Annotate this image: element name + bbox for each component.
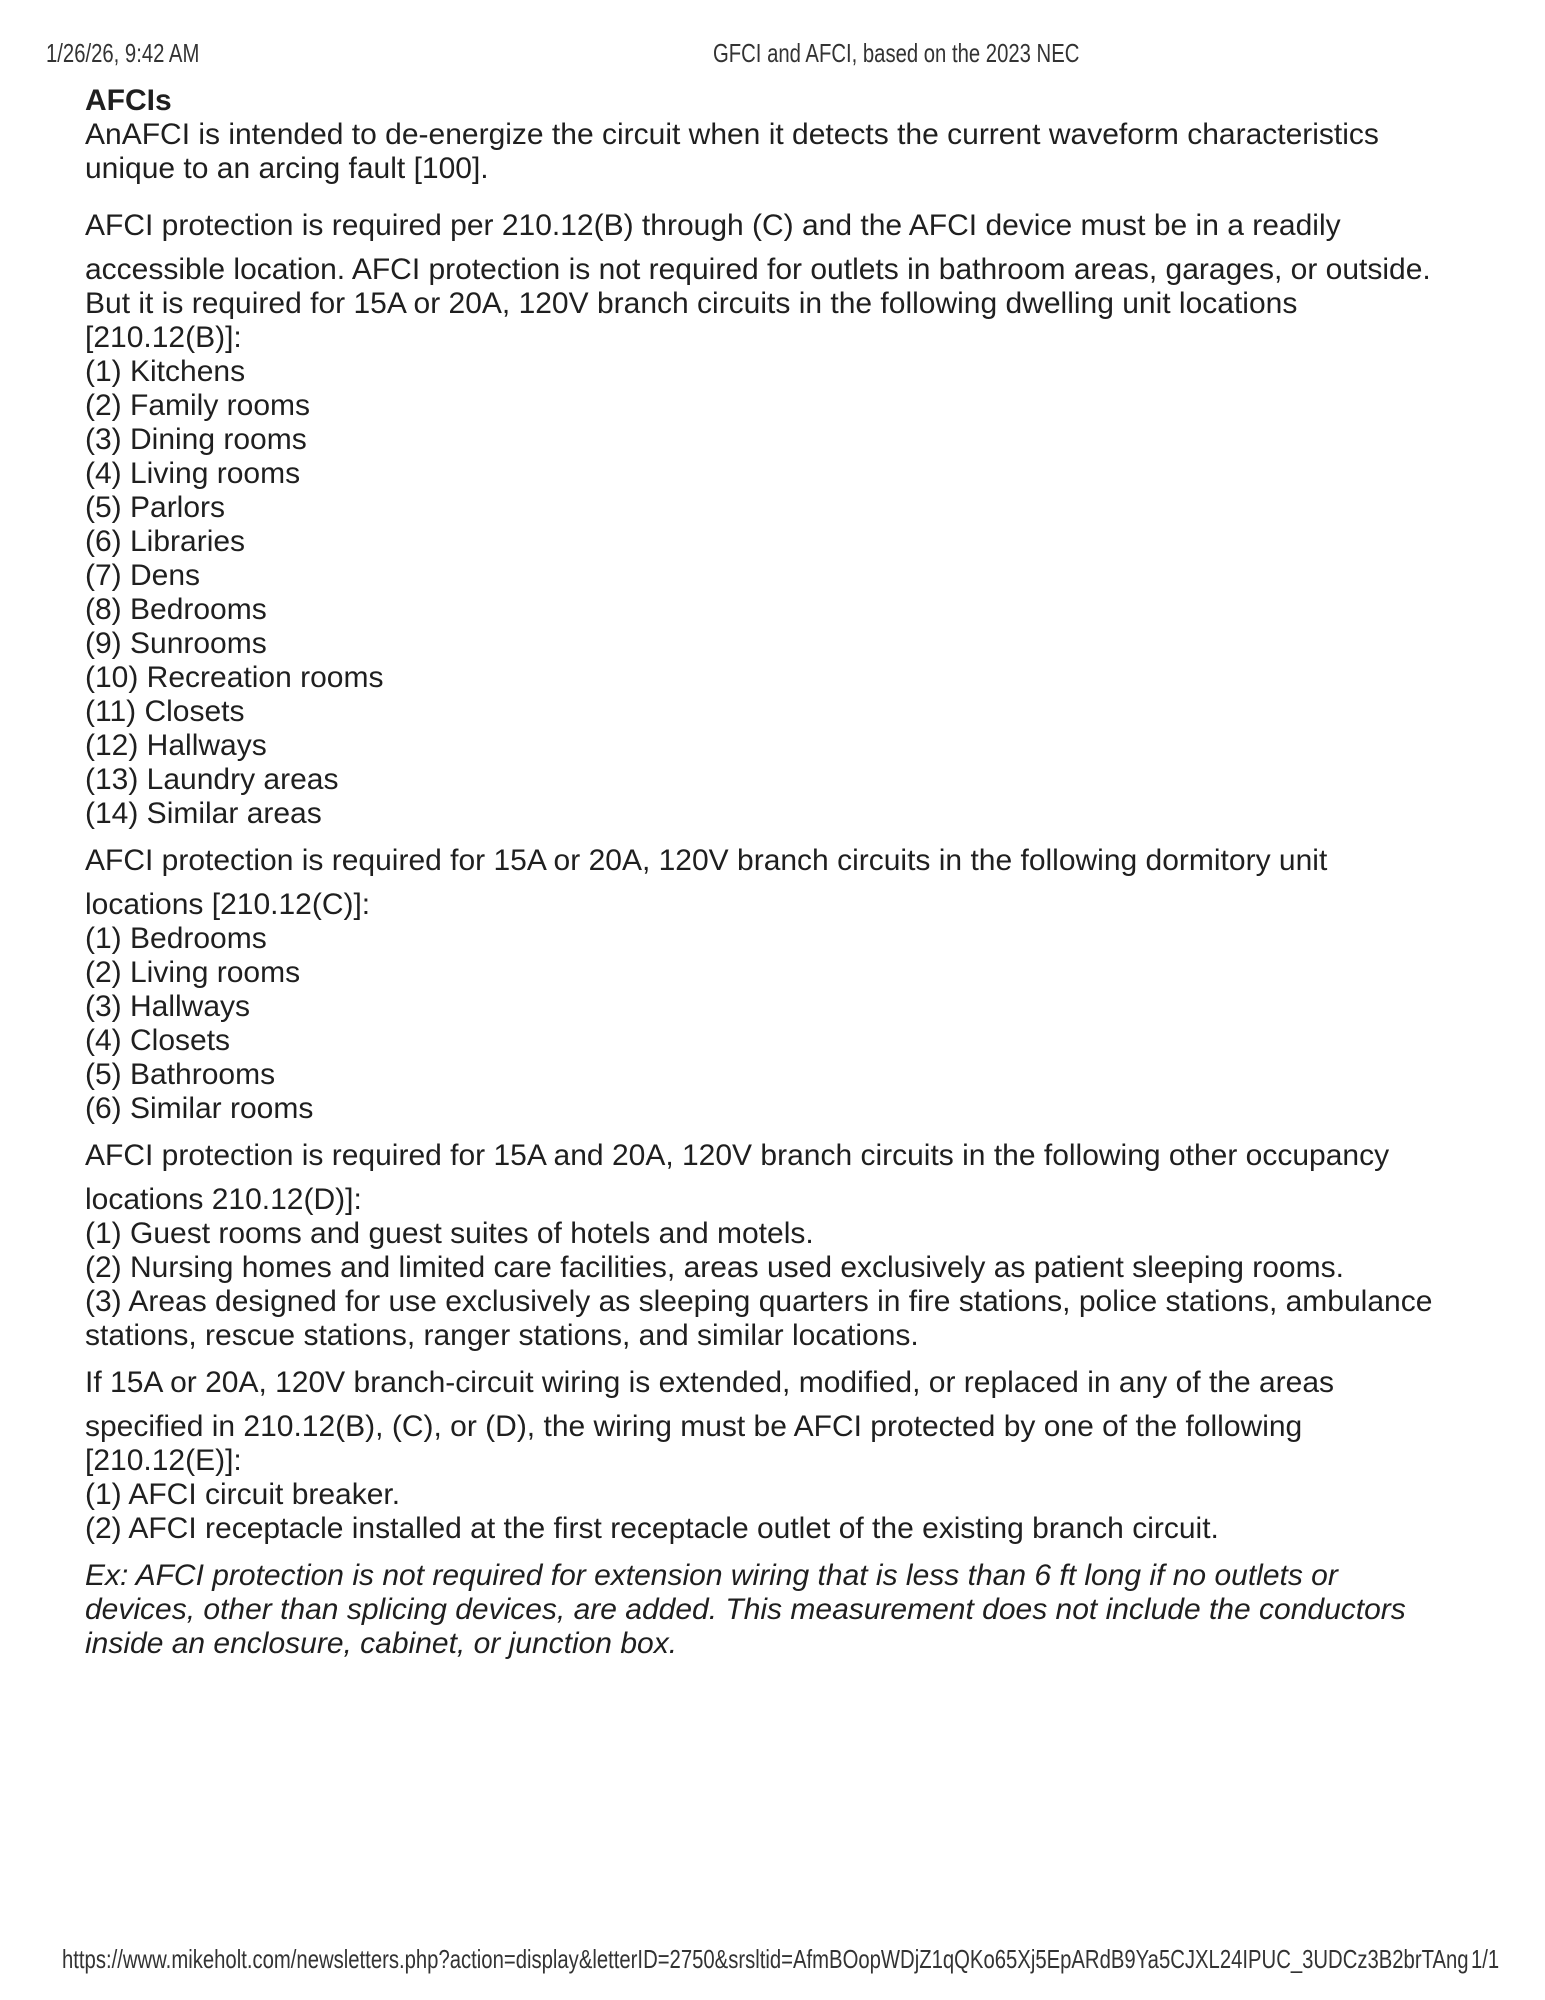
text-line: (11) Closets <box>85 695 245 728</box>
text-line: (1) Kitchens <box>85 355 246 388</box>
text-line: (10) Recreation rooms <box>85 661 384 694</box>
text-line: (2) Nursing homes and limited care facilities, areas used exclusively as patient sleeping rooms. <box>85 1251 1344 1284</box>
text-line: (1) Bedrooms <box>85 922 267 955</box>
article-body <box>85 84 1432 1661</box>
text-line: stations, rescue stations, ranger stations, and similar locations. <box>85 1319 919 1352</box>
text-line: (8) Bedrooms <box>85 593 267 626</box>
text-line: (1) Guest rooms and guest suites of hotels and motels. <box>85 1217 814 1250</box>
text-line: specified in 210.12(B), (C), or (D), the wiring must be AFCI protected by one of the following <box>85 1410 1303 1443</box>
text-line: [210.12(E)]: <box>85 1444 242 1477</box>
text-line: (7) Dens <box>85 559 201 592</box>
text-line: AnAFCI is intended to de-energize the circuit when it detects the current waveform characteristics <box>85 118 1379 151</box>
print-header-document-title: GFCI and AFCI, based on the 2023 NEC <box>713 38 1080 68</box>
paragraph <box>85 1139 1432 1353</box>
text-line: AFCI protection is required per 210.12(B) through (C) and the AFCI device must be in a readily <box>85 209 1341 242</box>
text-line: If 15A or 20A, 120V branch-circuit wiring is extended, modified, or replaced in any of the areas <box>85 1366 1335 1399</box>
text-line: (3) Hallways <box>85 990 251 1023</box>
print-footer-source-url: https://www.mikeholt.com/newsletters.php?action=display&letterID=2750&srsltid=AfmBOopWDjZ1qQKo65Xj5EpARdB9Ya5CJXL24IPUC_3UDCz3B2brTAng <box>62 1944 1469 1974</box>
text-line: (2) AFCI receptacle installed at the first receptacle outlet of the existing branch circuit. <box>85 1512 1219 1545</box>
article-heading: AFCIs <box>85 84 172 117</box>
text-line: (1) AFCI circuit breaker. <box>85 1478 401 1511</box>
text-line: AFCI protection is required for 15A or 20A, 120V branch circuits in the following dormitory unit <box>85 844 1328 877</box>
text-line: [210.12(B)]: <box>85 321 242 354</box>
text-line: (5) Parlors <box>85 491 226 524</box>
text-line: locations [210.12(C)]: <box>85 888 371 921</box>
article-paragraphs <box>85 118 1432 1661</box>
text-line: unique to an arcing fault [100]. <box>85 152 489 185</box>
paragraph <box>85 1366 1432 1546</box>
paragraph <box>85 844 1432 1126</box>
text-line: (5) Bathrooms <box>85 1058 276 1091</box>
text-line: But it is required for 15A or 20A, 120V branch circuits in the following dwelling unit locations <box>85 287 1298 320</box>
text-line: AFCI protection is required for 15A and 20A, 120V branch circuits in the following other occupancy <box>85 1139 1390 1172</box>
text-line: accessible location. AFCI protection is not required for outlets in bathroom areas, garages, or outside. <box>85 253 1431 286</box>
text-line: (3) Areas designed for use exclusively as sleeping quarters in fire stations, police stations, ambulance <box>85 1285 1433 1318</box>
text-line: (12) Hallways <box>85 729 267 762</box>
text-line: (6) Libraries <box>85 525 246 558</box>
text-line: (9) Sunrooms <box>85 627 267 660</box>
text-line: (13) Laundry areas <box>85 763 339 796</box>
text-line: Ex: AFCI protection is not required for extension wiring that is less than 6 ft long if no outlets or <box>85 1559 1338 1592</box>
text-line: inside an enclosure, cabinet, or junction box. <box>85 1627 678 1660</box>
text-line: (4) Closets <box>85 1024 231 1057</box>
text-line: (2) Living rooms <box>85 956 301 989</box>
paragraph <box>85 118 1432 186</box>
paragraph <box>85 209 1432 831</box>
text-line: devices, other than splicing devices, are added. This measurement does not include the conductors <box>85 1593 1406 1626</box>
text-line: (4) Living rooms <box>85 457 301 490</box>
text-line: (2) Family rooms <box>85 389 311 422</box>
text-line: (14) Similar areas <box>85 797 322 830</box>
text-line: (3) Dining rooms <box>85 423 307 456</box>
print-header-datetime: 1/26/26, 9:42 AM <box>46 38 200 68</box>
text-line: locations 210.12(D)]: <box>85 1183 362 1216</box>
print-footer-page-indicator: 1/1 <box>1470 1944 1499 1974</box>
text-line: (6) Similar rooms <box>85 1092 314 1125</box>
paragraph <box>85 1559 1432 1661</box>
